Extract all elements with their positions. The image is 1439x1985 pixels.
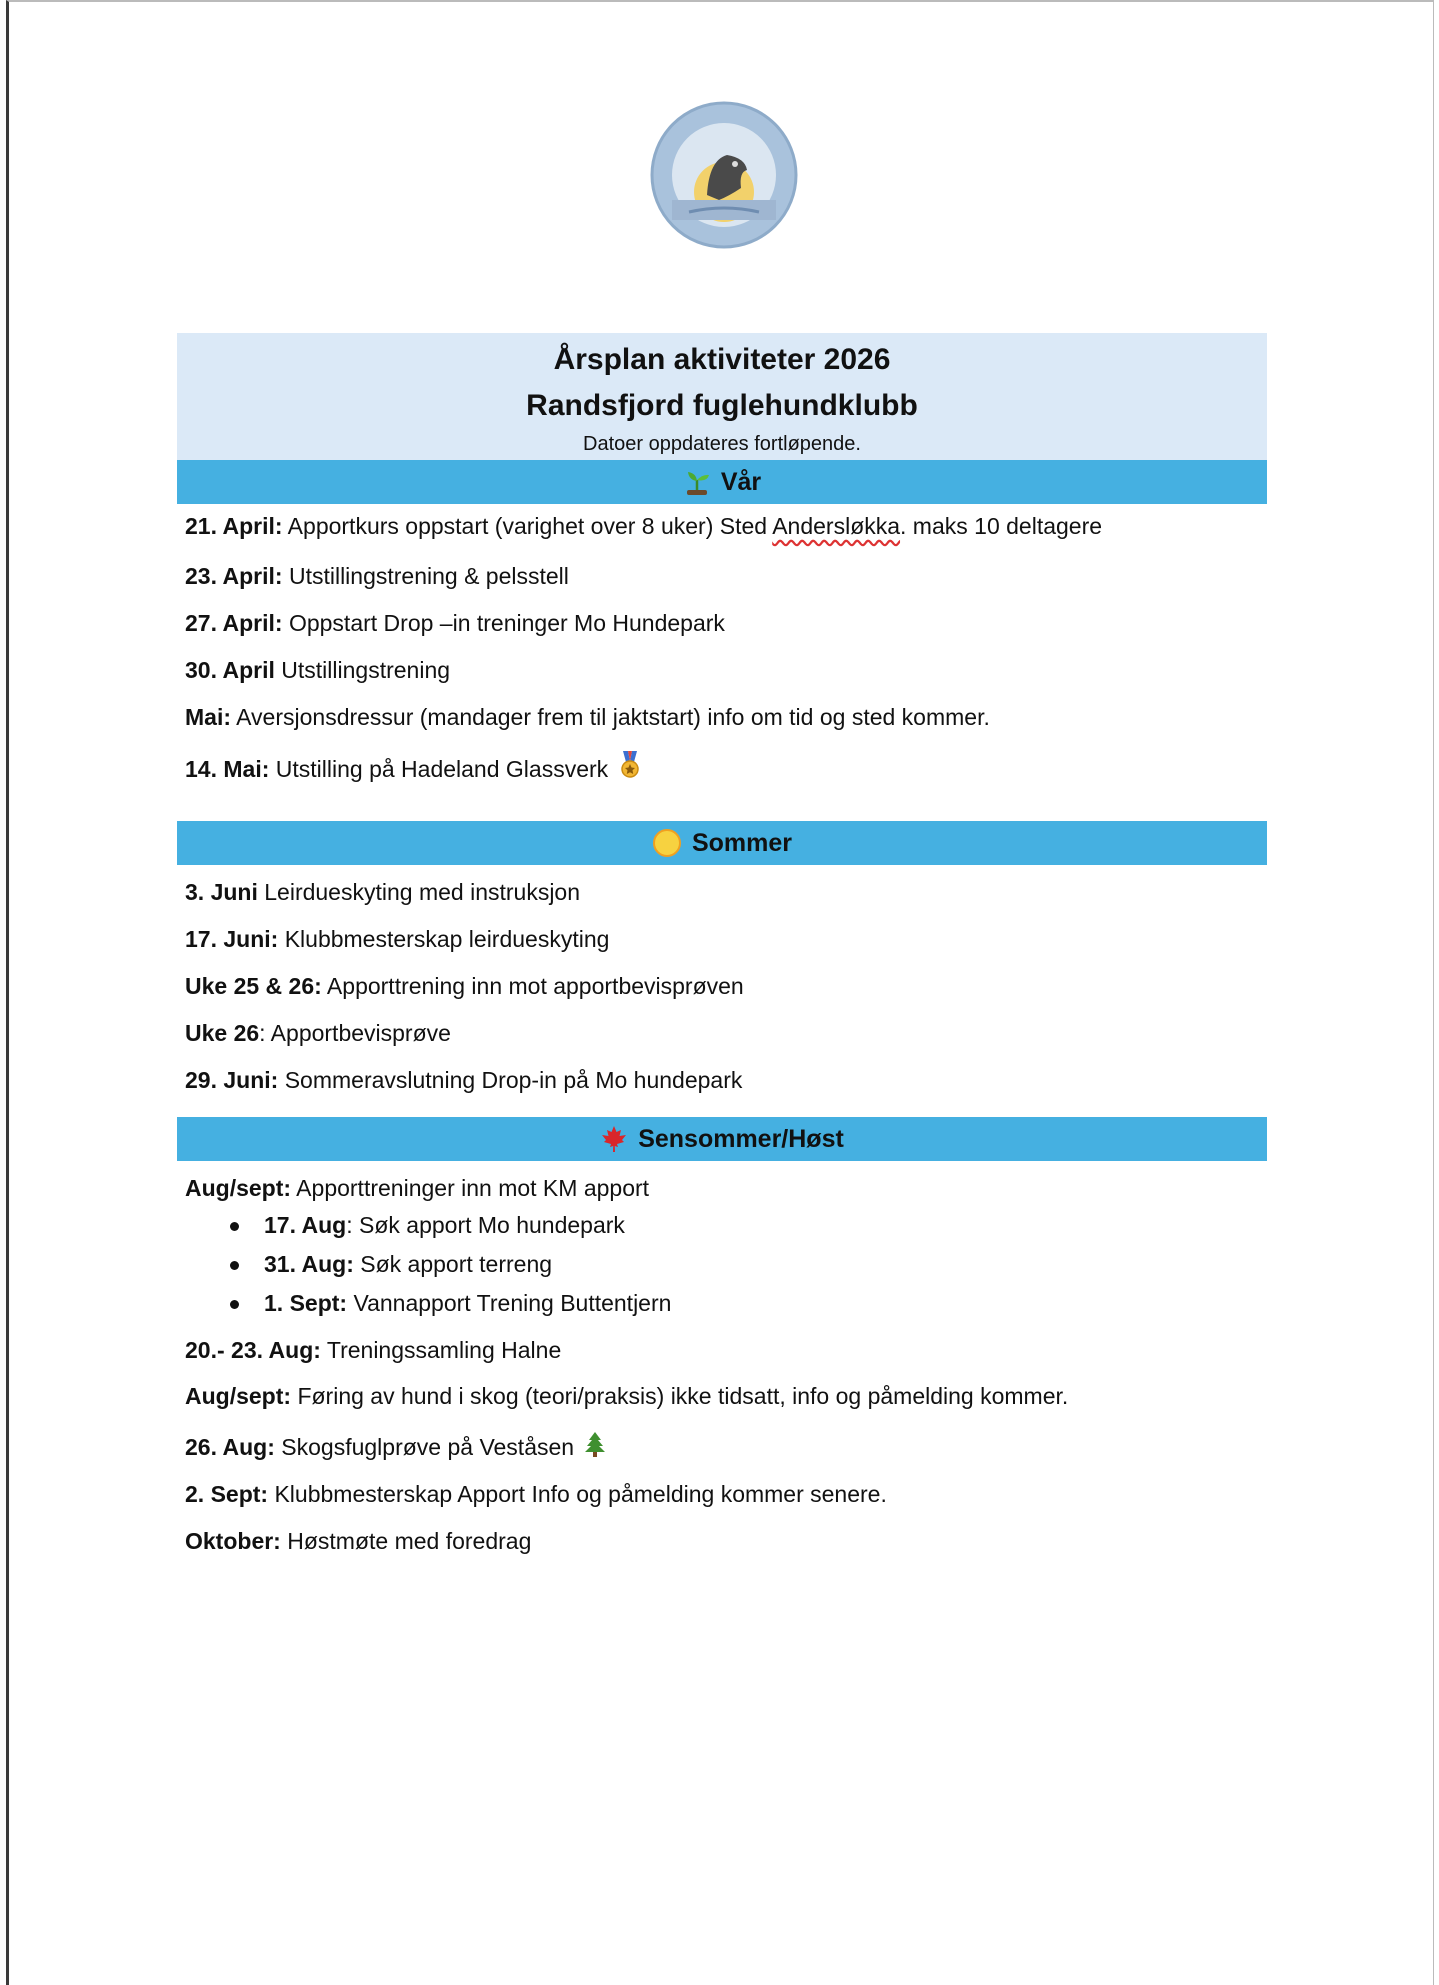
update-note: Datoer oppdateres fortløpende. xyxy=(583,433,861,455)
maple-leaf-icon xyxy=(600,1125,628,1153)
list-item: 30. April Utstillingstrening xyxy=(185,657,451,683)
page-title: Årsplan aktiviteter 2026 xyxy=(553,343,891,376)
section-title-spring: Vår xyxy=(720,467,762,496)
list-item: Aug/sept: Føring av hund i skog (teori/praksis) ikke tidsatt, info og påmelding kommer. xyxy=(185,1383,1069,1409)
list-item: 31. Aug: Søk apport terreng xyxy=(177,1245,1267,1284)
list-item: 17. Aug: Søk apport Mo hundepark xyxy=(177,1206,1267,1245)
list-item: 21. April: Apportkurs oppstart (varighet over 8 uker) Sted Andersløkka. maks 10 deltagere xyxy=(185,513,1103,539)
list-item: 1. Sept: Vannapport Trening Buttentjern xyxy=(177,1284,1267,1323)
list-item: Aug/sept: Apporttreninger inn mot KM apport xyxy=(185,1175,650,1201)
section-header-summer xyxy=(177,821,1267,865)
title-block xyxy=(177,333,1267,460)
sprout-icon xyxy=(683,468,711,496)
list-item: Oktober: Høstmøte med foredrag xyxy=(185,1528,532,1554)
list-item: 20.- 23. Aug: Treningssamling Halne xyxy=(185,1337,562,1363)
annual-plan xyxy=(177,333,1267,1565)
list-item: 3. Juni Leirdueskyting med instruksjon xyxy=(185,879,581,905)
list-item: 23. April: Utstillingstrening & pelsstell xyxy=(185,563,569,589)
tree-icon xyxy=(584,1421,606,1477)
list-item: 17. Juni: Klubbmesterskap leirdueskyting xyxy=(185,926,610,952)
club-logo xyxy=(649,100,799,250)
section-header-autumn xyxy=(177,1117,1267,1161)
list-item: 27. April: Oppstart Drop –in treninger Mo Hundepark xyxy=(185,610,725,636)
list-item: 29. Juni: Sommeravslutning Drop-in på Mo hundepark xyxy=(185,1067,743,1093)
section-header-spring xyxy=(177,460,1267,504)
list-item: Uke 25 & 26: Apporttrening inn mot apportbevisprøven xyxy=(185,973,744,999)
section-title-autumn: Sensommer/Høst xyxy=(638,1124,844,1153)
list-item: Uke 26: Apportbevisprøve xyxy=(185,1020,451,1046)
club-name: Randsfjord fuglehundklubb xyxy=(526,389,918,422)
section-title-summer: Sommer xyxy=(691,828,793,857)
document-page xyxy=(6,0,1434,1985)
medal-icon xyxy=(618,743,642,799)
list-item: 14. Mai: Utstilling på Hadeland Glassverk xyxy=(177,741,1267,799)
list-item: 2. Sept: Klubbmesterskap Apport Info og påmelding kommer senere. xyxy=(185,1481,887,1507)
list-item: Mai: Aversjonsdressur (mandager frem til jaktstart) info om tid og sted kommer. xyxy=(185,704,990,730)
list-item: 26. Aug: Skogsfuglprøve på Veståsen xyxy=(177,1419,1267,1471)
sun-icon xyxy=(652,828,682,858)
